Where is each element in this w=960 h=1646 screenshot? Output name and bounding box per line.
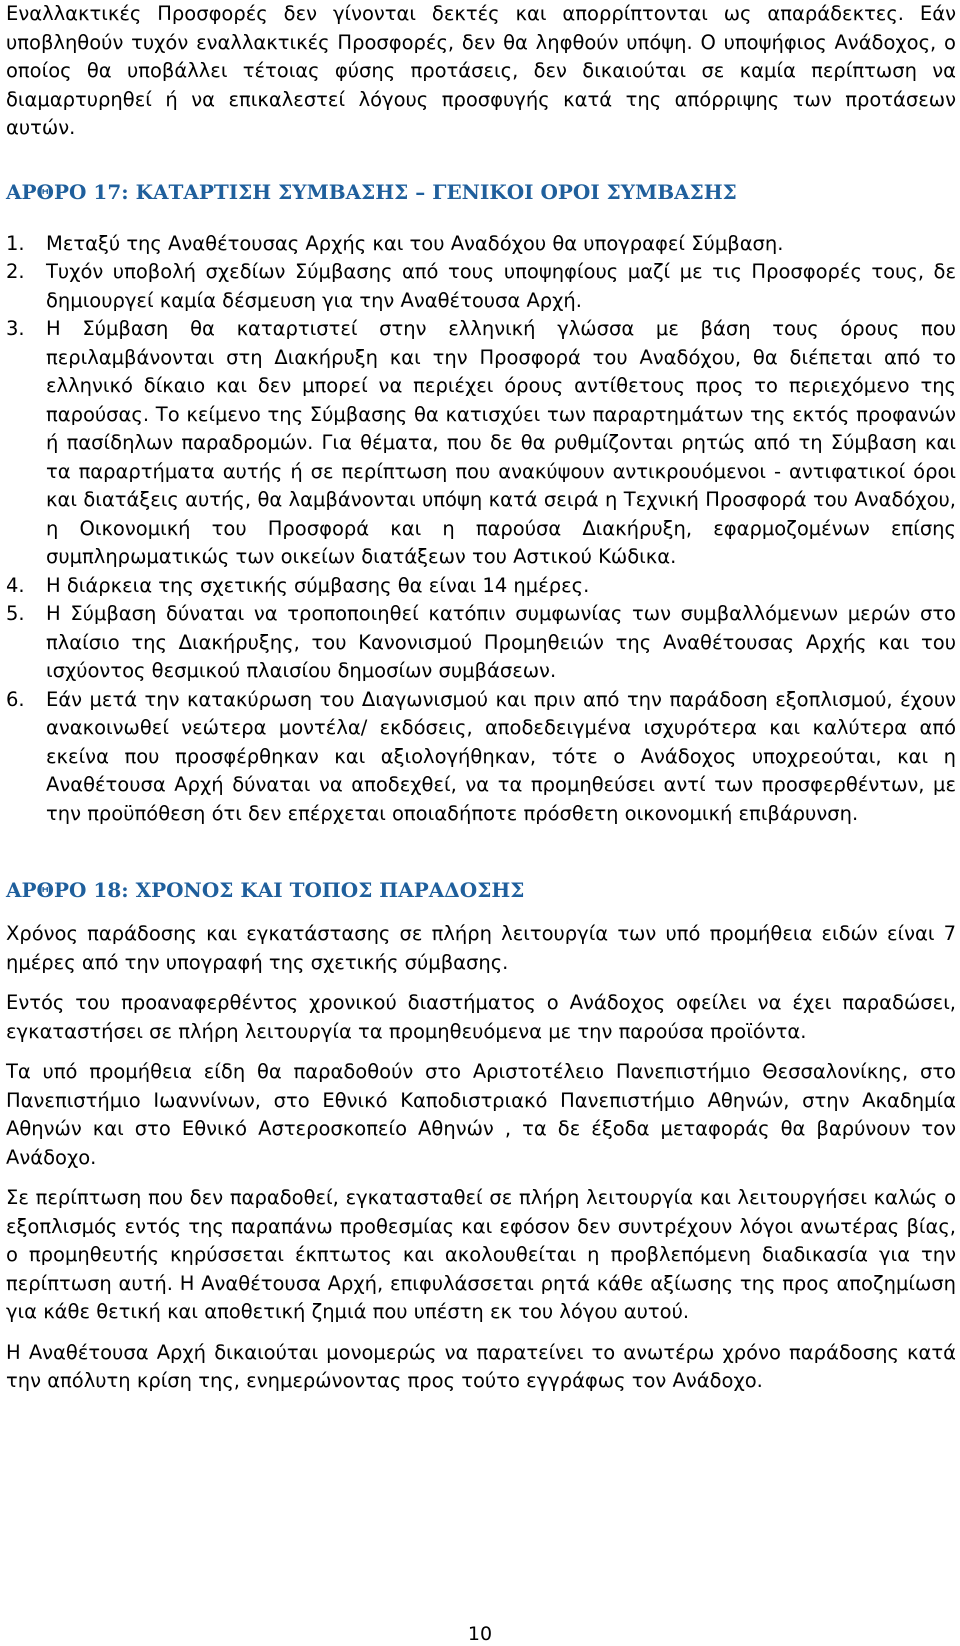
intro-paragraph: Εναλλακτικές Προσφορές δεν γίνονται δεκτές και απορρίπτονται ως απαράδεκτες. Εάν υποβληθούν τυχόν εναλλακτικές Προσφορές, δεν θα ληφθούν υπόψη. Ο υποψήφιος Ανάδοχος, ο οποίος θα υποβάλλει τέτοιας φύσης προτάσεις, δεν δικαιούται σε καμία περίπτωση να διαμαρτυρηθεί ή να επικαλεστεί λόγους προσφυγής κατά της απόρριψης των προτάσεων αυτών. <box>6 2 956 139</box>
list-item-text: Η Σύμβαση δύναται να τροποποιηθεί κατόπιν συμφωνίας των συμβαλλόμενων μερών στο πλαίσιο της Διακήρυξης, του Κανονισμού Προμηθειών της Αναθέτουσας Αρχής και του ισχύοντος θεσμικού πλαισίου δημοσίων συμβάσεων. <box>46 602 956 682</box>
page-number: 10 <box>467 1623 493 1645</box>
list-item <box>6 600 956 686</box>
article-17-list <box>6 230 956 829</box>
article-18-paragraph: Χρόνος παράδοσης και εγκατάστασης σε πλήρη λειτουργία των υπό προμήθεια ειδών είναι 7 ημέρες από την υπογραφή της σχετικής σύμβασης. <box>6 922 956 974</box>
document-page <box>6 0 956 1396</box>
list-item-number: 4. <box>6 573 25 597</box>
article-18-paragraph: Σε περίπτωση που δεν παραδοθεί, εγκατασταθεί σε πλήρη λειτουργία και λειτουργήσει καλώς ο εξοπλισμός εντός της παραπάνω προθεσμίας και εφόσον δεν συντρέχουν λόγοι ανωτέρας βίας, ο προμηθευτής κηρύσσεται έκπτωτος και ακολουθείται η προβλεπόμενη διαδικασία για την περίπτωση αυτή. Η Αναθέτουσα Αρχή, επιφυλάσσεται ρητά κάθε αξίωσης της προς αποζημίωση για κάθε θετική και αποθετική ζημιά που υπέστη εκ του λόγου αυτού. <box>6 1186 956 1323</box>
list-item-text: Τυχόν υποβολή σχεδίων Σύμβασης από τους υποψηφίους μαζί με τις Προσφορές τους, δε δημιουργεί καμία δέσμευση για την Αναθέτουσα Αρχή. <box>46 260 956 312</box>
article-17-heading: ΑΡΘΡΟ 17: ΚΑΤΑΡΤΙΣΗ ΣΥΜΒΑΣΗΣ – ΓΕΝΙΚΟΙ ΟΡΟΙ ΣΥΜΒΑΣΗΣ <box>6 179 737 204</box>
article-18-paragraph: Τα υπό προμήθεια είδη θα παραδοθούν στο Αριστοτέλειο Πανεπιστήμιο Θεσσαλονίκης, στο Πανεπιστήμιο Ιωαννίνων, στο Εθνικό Καποδιστριακό Πανεπιστήμιο Αθηνών, στην Ακαδημία Αθηνών και στο Εθνικό Αστεροσκοπείο Αθηνών , τα δε έξοδα μεταφοράς θα βαρύνουν τον Ανάδοχο. <box>6 1060 956 1169</box>
list-item-text: Εάν μετά την κατακύρωση του Διαγωνισμού και πριν από την παράδοση εξοπλισμού, έχουν ανακοινωθεί νεώτερα μοντέλα/ εκδόσεις, αποδεδειγμένα ισχυρότερα και καλύτερα από εκείνα που προσφέρθηκαν και αξιολογήθηκαν, τότε ο Ανάδοχος υποχρεούται, και η Αναθέτουσα Αρχή δύναται να αποδεχθεί, να τα προμηθεύσει αντί των προσφερθέντων, με την προϋπόθεση ότι δεν επέρχεται οποιαδήποτε πρόσθετη οικονομική επιβάρυνση. <box>46 687 956 825</box>
list-item-text: Η Σύμβαση θα καταρτιστεί στην ελληνική γλώσσα με βάση τους όρους που περιλαμβάνονται στη Διακήρυξη και την Προσφορά του Αναδόχου, θα διέπεται από το ελληνικό δίκαιο και δεν μπορεί να περιέχει όρους αντίθετους προς το περιεχόμενο της παρούσας. Το κείμενο της Σύμβασης θα κατισχύει των παραρτημάτων της εκτός προφανών ή πασίδηλων παραδρομών. Για θέματα, που δε θα ρυθμίζονται ρητώς από τη Σύμβαση και τα παραρτήματα αυτής ή σε περίπτωση που ανακύψουν αντικρουόμενοι - αντιφατικοί όροι και διατάξεις αυτής, θα λαμβάνονται υπόψη κατά σειρά η Τεχνική Προσφορά του Αναδόχου, η Οικονομική του Προσφορά και η παρούσα Διακήρυξη, εφαρμοζομένων επίσης συμπληρωματικώς των οικείων διατάξεων του Αστικού Κώδικα. <box>46 317 956 568</box>
list-item <box>6 230 956 259</box>
list-item <box>6 315 956 572</box>
list-item-text: Μεταξύ της Αναθέτουσας Αρχής και του Αναδόχου θα υπογραφεί Σύμβαση. <box>46 231 784 255</box>
list-item-number: 5. <box>6 602 25 625</box>
article-18-paragraph: Η Αναθέτουσα Αρχή δικαιούται μονομερώς να παρατείνει το ανωτέρω χρόνο παράδοσης κατά την απόλυτη κρίση της, ενημερώνοντας προς τούτο εγγράφως τον Ανάδοχο. <box>6 1340 956 1392</box>
list-item <box>6 258 956 315</box>
list-item <box>6 572 956 601</box>
list-item-text: Η διάρκεια της σχετικής σύμβασης θα είναι 14 ημέρες. <box>46 573 590 597</box>
list-item-number: 2. <box>6 260 25 283</box>
list-item-number: 6. <box>6 687 25 711</box>
article-18-heading: ΑΡΘΡΟ 18: ΧΡΟΝΟΣ ΚΑΙ ΤΟΠΟΣ ΠΑΡΑΔΟΣΗΣ <box>6 878 525 902</box>
article-18-paragraph: Εντός του προαναφερθέντος χρονικού διαστήματος ο Ανάδοχος οφείλει να έχει παραδώσει, εγκαταστήσει σε πλήρη λειτουργία τα προμηθευόμενα με την παρούσα προϊόντα. <box>6 991 956 1043</box>
list-item-number: 1. <box>6 231 25 255</box>
list-item <box>6 686 956 829</box>
list-item-number: 3. <box>6 317 25 340</box>
